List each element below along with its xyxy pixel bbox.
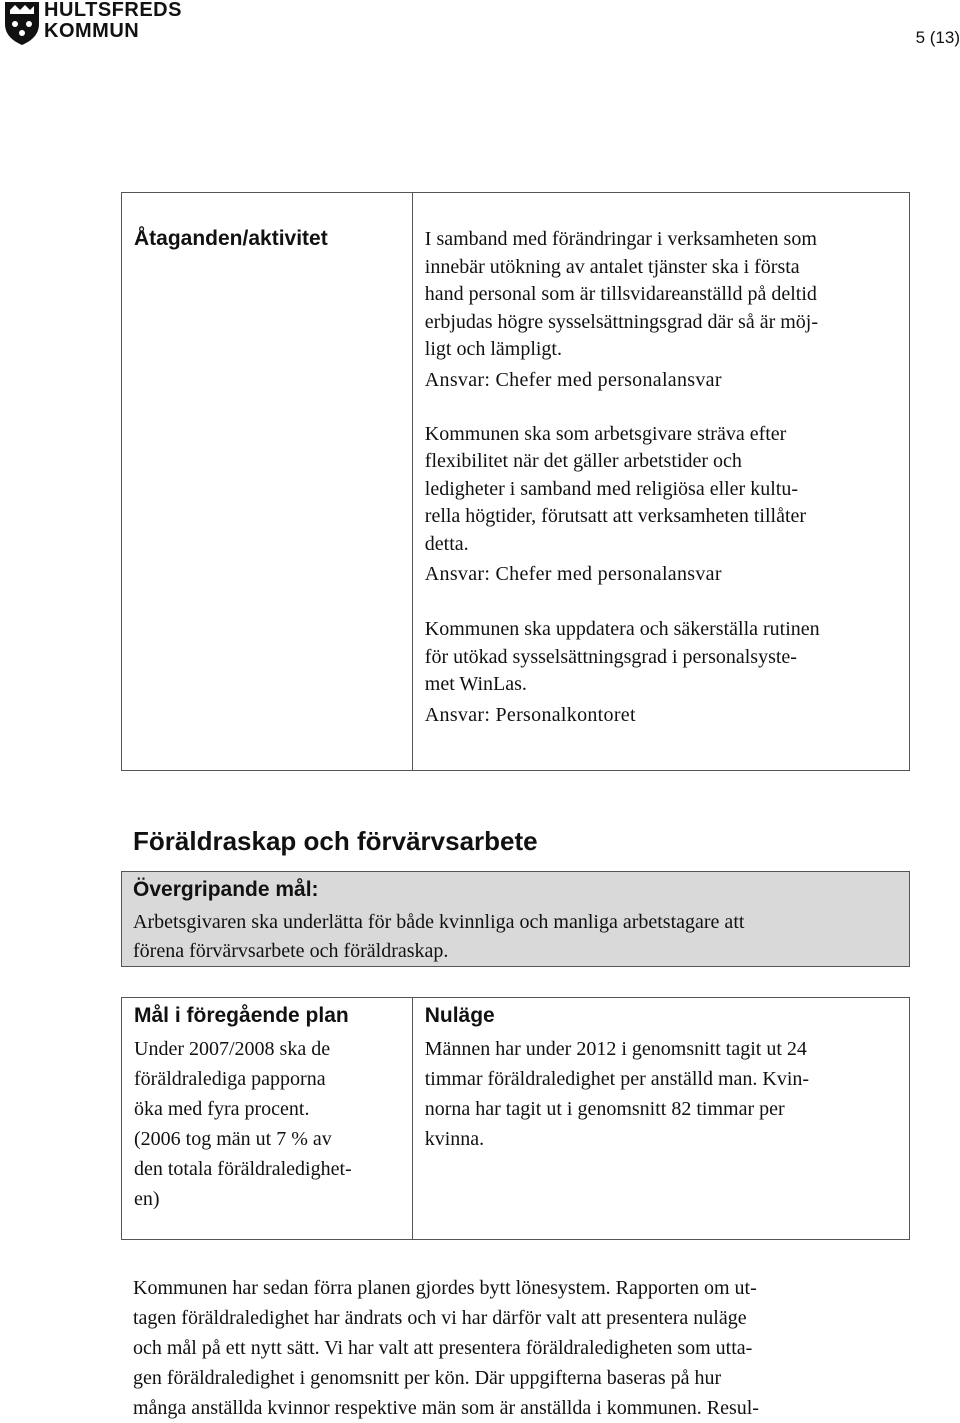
commitment-responsibility: Ansvar: Chefer med personalansvar [424, 563, 722, 585]
commitment-responsibility: Ansvar: Chefer med personalansvar [424, 368, 722, 391]
commitments-table [121, 192, 910, 771]
comparison-table [121, 997, 910, 1240]
commitment-text: Kommunen ska som arbetsgivare sträva efter flexibilitet när det gäller arbetstider och ledigheter i samband med religiösa eller kultu- rella högtider, förutsatt att verksamheten tillåter detta. [424, 422, 807, 555]
previous-goal-text: Under 2007/2008 ska de föräldralediga papporna öka med fyra procent. (2006 tog män ut 7 % av den totala föräldraledighet- en) [134, 1038, 352, 1210]
overall-goal-box [121, 871, 910, 967]
page-number: 5 (13) [915, 28, 960, 47]
section-title: Föräldraskap och förvärvsarbete [133, 826, 538, 856]
coat-of-arms-icon [3, 0, 41, 46]
municipality-logo [3, 0, 193, 46]
previous-goal-cell [122, 998, 413, 1240]
current-status-cell [412, 998, 909, 1240]
commitment-responsibility: Ansvar: Personalkontoret [424, 703, 636, 726]
commitment-text: Kommunen ska uppdatera och säkerställa rutinen för utökad sysselsättningsgrad i personalsyste- met WinLas. [424, 618, 820, 695]
commitments-label-cell [122, 193, 413, 771]
body-paragraph: Kommunen har sedan förra planen gjordes bytt lönesystem. Rapporten om ut- tagen föräldraledighet har ändrats och vi har därför valt att presentera nuläge och mål på ett nytt sätt. Vi har valt att presentera föräldraledigheten som utta- gen föräldraledighet i genomsnitt per kön. Där uppgifterna baseras på hur många anställda kvinnor respektive män som är anställda i kommunen. Resul- [133, 1277, 759, 1419]
current-status-text: Männen har under 2012 i genomsnitt tagit ut 24 timmar föräldraledighet per anställd man. Kvin- norna har tagit ut i genomsnitt 82 timmar per kvinna. [424, 1038, 810, 1150]
overall-goal-heading: Övergripande mål: [133, 878, 319, 901]
commitments-content-cell [412, 193, 909, 771]
previous-goal-heading: Mål i föregående plan [134, 1004, 349, 1027]
current-status-heading: Nuläge [424, 1004, 495, 1027]
commitment-text: I samband med förändringar i verksamheten som innebär utökning av antalet tjänster ska i första hand personal som är tillsvidareanställd på deltid erbjudas högre sysselsättningsgrad där så är möj- ligt och lämpligt. [424, 228, 819, 360]
logo-text-line1: HULTSFREDS [44, 0, 182, 21]
overall-goal-text: Arbetsgivaren ska underlätta för både kvinnliga och manliga arbetstagare att förena förvärvsarbete och föräldraskap. [133, 911, 745, 962]
commitments-label: Åtaganden/aktivitet [134, 227, 328, 250]
logo-text-line2: KOMMUN [44, 20, 140, 42]
